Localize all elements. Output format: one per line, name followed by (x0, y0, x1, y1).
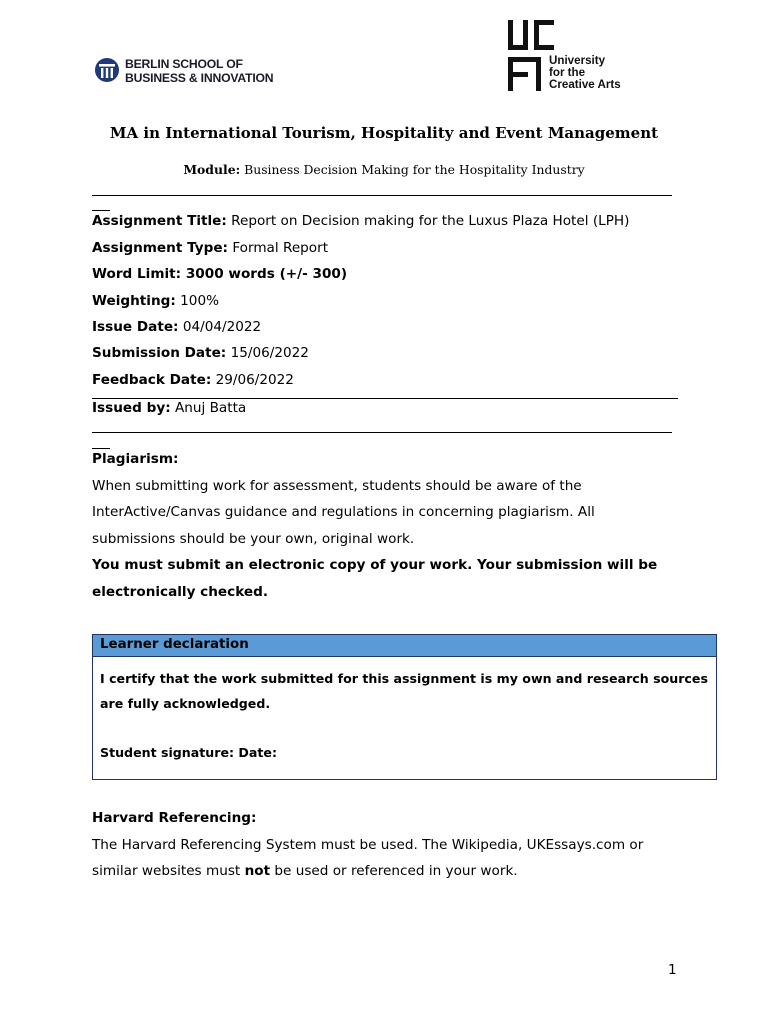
weighting-row (92, 292, 219, 310)
learner-declaration-box (92, 634, 717, 780)
referencing-line (92, 862, 518, 880)
assignment-type-row (92, 239, 328, 257)
module-value: Business Decision Making for the Hospitality Industry (244, 162, 585, 177)
assignment-title-value: Report on Decision making for the Luxus Plaza Hotel (LPH) (231, 213, 630, 229)
divider-top (92, 195, 672, 196)
ucf-logo (506, 18, 656, 92)
declaration-line: are fully acknowledged. (100, 696, 271, 711)
ucf-line-2: for the (549, 66, 586, 79)
module-label: Module: (183, 162, 241, 177)
word-limit-value: 3000 words (+/- 300) (185, 266, 348, 282)
ucf-wordmark (549, 55, 621, 91)
declaration-line: I certify that the work submitted for this assignment is my own and research sources (100, 671, 708, 686)
ucf-line-1: University (549, 54, 606, 67)
overline-mark (92, 448, 110, 449)
module-line (0, 162, 768, 177)
declaration-header (93, 635, 716, 657)
bsbi-line-1: BERLIN SCHOOL OF (125, 57, 243, 71)
bsbi-emblem-icon (95, 56, 121, 86)
submission-date-label: Submission Date: (92, 345, 227, 361)
page-number: 1 (668, 962, 677, 978)
submission-date-row (92, 344, 309, 362)
word-limit-label: Word Limit: (92, 266, 182, 282)
issued-by-row (92, 399, 246, 417)
overline-mark (92, 210, 110, 211)
bsbi-logo (95, 56, 295, 90)
assignment-type-label: Assignment Type: (92, 240, 228, 256)
issue-date-label: Issue Date: (92, 319, 179, 335)
assignment-title-label: Assignment Title: (92, 213, 227, 229)
word-limit-row (92, 265, 347, 283)
submission-date-value: 15/06/2022 (230, 345, 309, 361)
bsbi-line-2: BUSINESS & INNOVATION (125, 71, 274, 85)
programme-title: MA in International Tourism, Hospitality and Event Management (109, 124, 659, 142)
issue-date-row (92, 318, 261, 336)
declaration-title: Learner declaration (100, 637, 249, 652)
referencing-heading: Harvard Referencing: (92, 810, 257, 826)
issued-by-value: Anuj Batta (174, 400, 247, 416)
plagiarism-line: InterActive/Canvas guidance and regulations in concerning plagiarism. All (92, 504, 595, 520)
weighting-value: 100% (180, 293, 220, 309)
plagiarism-heading: Plagiarism: (92, 451, 179, 467)
feedback-date-row (92, 371, 294, 389)
plagiarism-line: submissions should be your own, original work. (92, 531, 415, 547)
feedback-date-value: 29/06/2022 (215, 372, 294, 388)
assignment-title-row (92, 212, 629, 230)
bsbi-wordmark (125, 57, 273, 85)
issued-by-label: Issued by: (92, 400, 171, 416)
assignment-type-value: Formal Report (232, 240, 329, 256)
weighting-label: Weighting: (92, 293, 176, 309)
student-signature-field: Student signature: Date: (100, 745, 277, 760)
feedback-date-label: Feedback Date: (92, 372, 212, 388)
plagiarism-bold-line: electronically checked. (92, 584, 268, 600)
divider-after-details (92, 432, 672, 433)
plagiarism-line: When submitting work for assessment, students should be aware of the (92, 478, 582, 494)
plagiarism-bold-line: You must submit an electronic copy of your work. Your submission will be (92, 557, 658, 573)
issue-date-value: 04/04/2022 (182, 319, 262, 335)
referencing-line2-pre: similar websites must (92, 863, 241, 879)
ucf-line-3: Creative Arts (549, 78, 621, 91)
referencing-line2-bold: not (244, 863, 271, 879)
referencing-line: The Harvard Referencing System must be used. The Wikipedia, UKEssays.com or (92, 837, 644, 853)
referencing-line2-post: be used or referenced in your work. (274, 863, 518, 879)
